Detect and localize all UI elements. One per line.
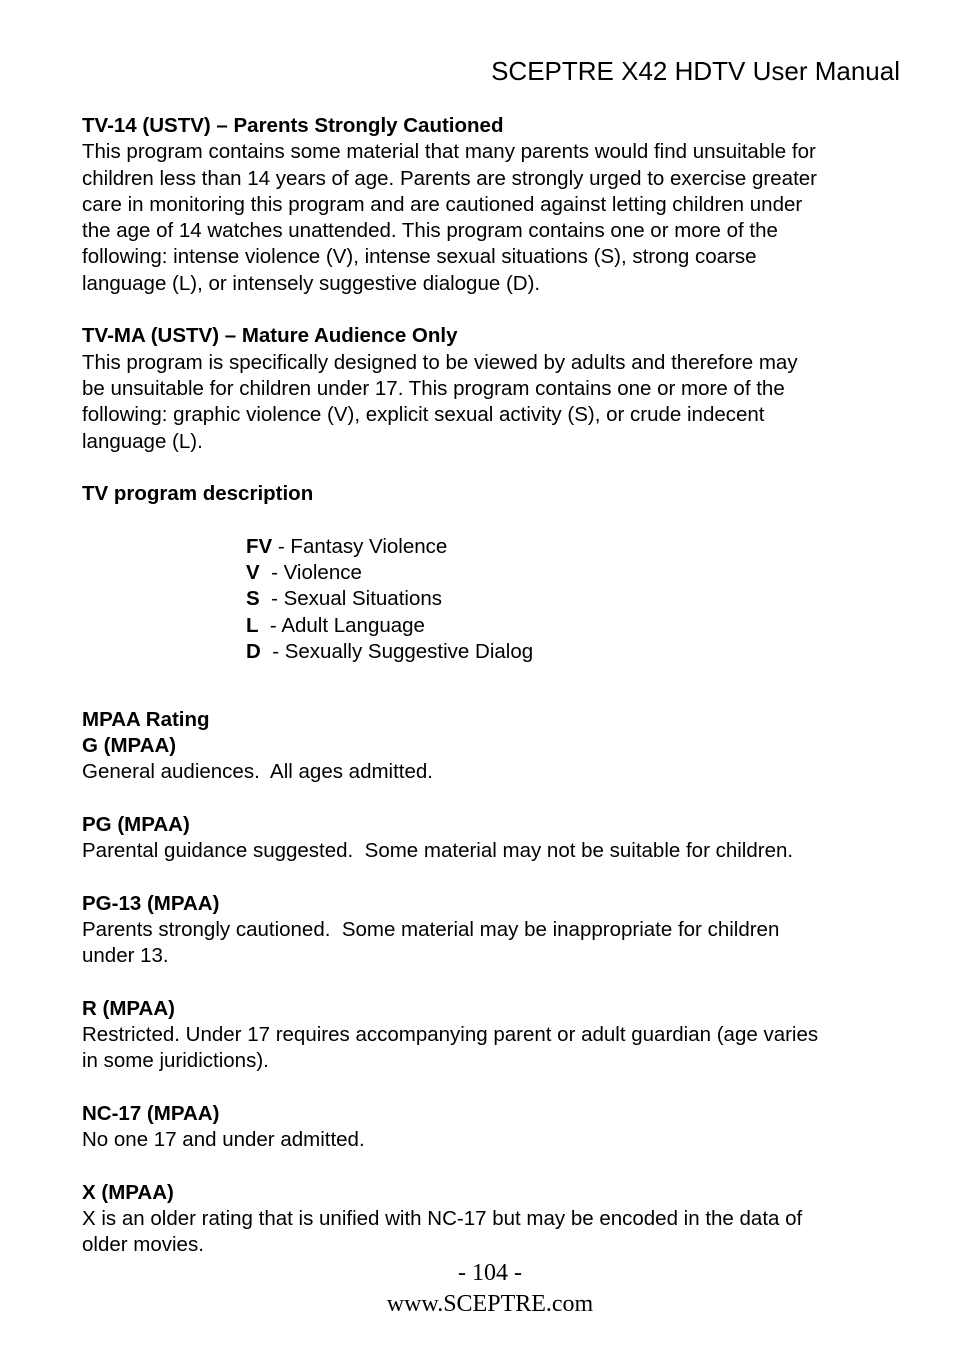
spacer bbox=[82, 1154, 912, 1180]
footer-url: www.SCEPTRE.com bbox=[386, 1291, 594, 1317]
pg-line: Parental guidance suggested. Some material may not be suitable for children. bbox=[82, 839, 794, 863]
tv14-line: This program contains some material that many parents would find unsuitable for bbox=[82, 140, 816, 164]
spacer bbox=[82, 665, 912, 691]
code-key: L bbox=[246, 613, 259, 637]
heading-pg: PG (MPAA) bbox=[82, 812, 190, 836]
spacer bbox=[82, 507, 912, 533]
code-key: D bbox=[246, 639, 261, 663]
spacer bbox=[82, 297, 912, 323]
heading-pg13: PG-13 (MPAA) bbox=[82, 891, 220, 915]
tv14-line: children less than 14 years of age. Parents are strongly urged to exercise greater bbox=[82, 166, 817, 190]
page-number: - 104 - bbox=[458, 1260, 522, 1286]
code-key: V bbox=[246, 561, 260, 585]
heading-g: G (MPAA) bbox=[82, 733, 177, 757]
code-key: FV bbox=[246, 534, 273, 558]
spacer bbox=[82, 455, 912, 481]
tv14-line: care in monitoring this program and are cautioned against letting children under bbox=[82, 192, 803, 216]
code-desc: - Fantasy Violence bbox=[272, 534, 448, 558]
page-header-title: SCEPTRE X42 HDTV User Manual bbox=[491, 56, 900, 86]
tv14-line: language (L), or intensely suggestive dialogue (D). bbox=[82, 271, 541, 295]
code-item bbox=[246, 560, 912, 586]
pg13-line: under 13. bbox=[82, 944, 169, 968]
x-line: older movies. bbox=[82, 1233, 204, 1257]
code-desc: - Violence bbox=[259, 561, 362, 585]
x-line: X is an older rating that is unified with NC-17 but may be encoded in the data of bbox=[82, 1207, 803, 1231]
heading-r: R (MPAA) bbox=[82, 996, 175, 1020]
nc17-line: No one 17 and under admitted. bbox=[82, 1128, 365, 1152]
heading-tvma: TV-MA (USTV) – Mature Audience Only bbox=[82, 324, 458, 348]
heading-tv14: TV-14 (USTV) – Parents Strongly Cautioned bbox=[82, 114, 504, 137]
code-item bbox=[246, 613, 912, 639]
tv14-line: following: intense violence (V), intense sexual situations (S), strong coarse bbox=[82, 245, 757, 269]
heading-x: X (MPAA) bbox=[82, 1180, 174, 1204]
code-list bbox=[82, 534, 912, 665]
code-item bbox=[246, 639, 912, 665]
spacer bbox=[82, 970, 912, 996]
heading-tv-program-description: TV program description bbox=[82, 482, 314, 506]
r-line: in some juridictions). bbox=[82, 1049, 269, 1073]
spacer bbox=[82, 785, 912, 811]
tv14-line: the age of 14 watches unattended. This program contains one or more of the bbox=[82, 219, 778, 243]
code-key: S bbox=[246, 587, 260, 611]
tvma-line: language (L). bbox=[82, 429, 203, 453]
tvma-line: be unsuitable for children under 17. This program contains one or more of the bbox=[82, 376, 785, 400]
spacer bbox=[82, 692, 912, 707]
code-item bbox=[246, 534, 912, 560]
code-desc: - Sexual Situations bbox=[259, 587, 443, 611]
g-line: General audiences. All ages admitted. bbox=[82, 760, 433, 784]
pg13-line: Parents strongly cautioned. Some material may be inappropriate for children bbox=[82, 917, 780, 941]
tvma-line: This program is specifically designed to be viewed by adults and therefore may bbox=[82, 350, 798, 374]
code-item bbox=[246, 586, 912, 612]
heading-nc17: NC-17 (MPAA) bbox=[82, 1101, 220, 1125]
heading-mpaa-rating: MPAA Rating bbox=[82, 707, 210, 731]
code-desc: - Sexually Suggestive Dialog bbox=[260, 639, 534, 663]
page-content bbox=[82, 113, 912, 1259]
code-desc: - Adult Language bbox=[258, 613, 425, 637]
r-line: Restricted. Under 17 requires accompanying parent or adult guardian (age varies bbox=[82, 1023, 819, 1047]
tvma-line: following: graphic violence (V), explicit sexual activity (S), or crude indecent bbox=[82, 403, 765, 427]
spacer bbox=[82, 1075, 912, 1101]
spacer bbox=[82, 864, 912, 890]
